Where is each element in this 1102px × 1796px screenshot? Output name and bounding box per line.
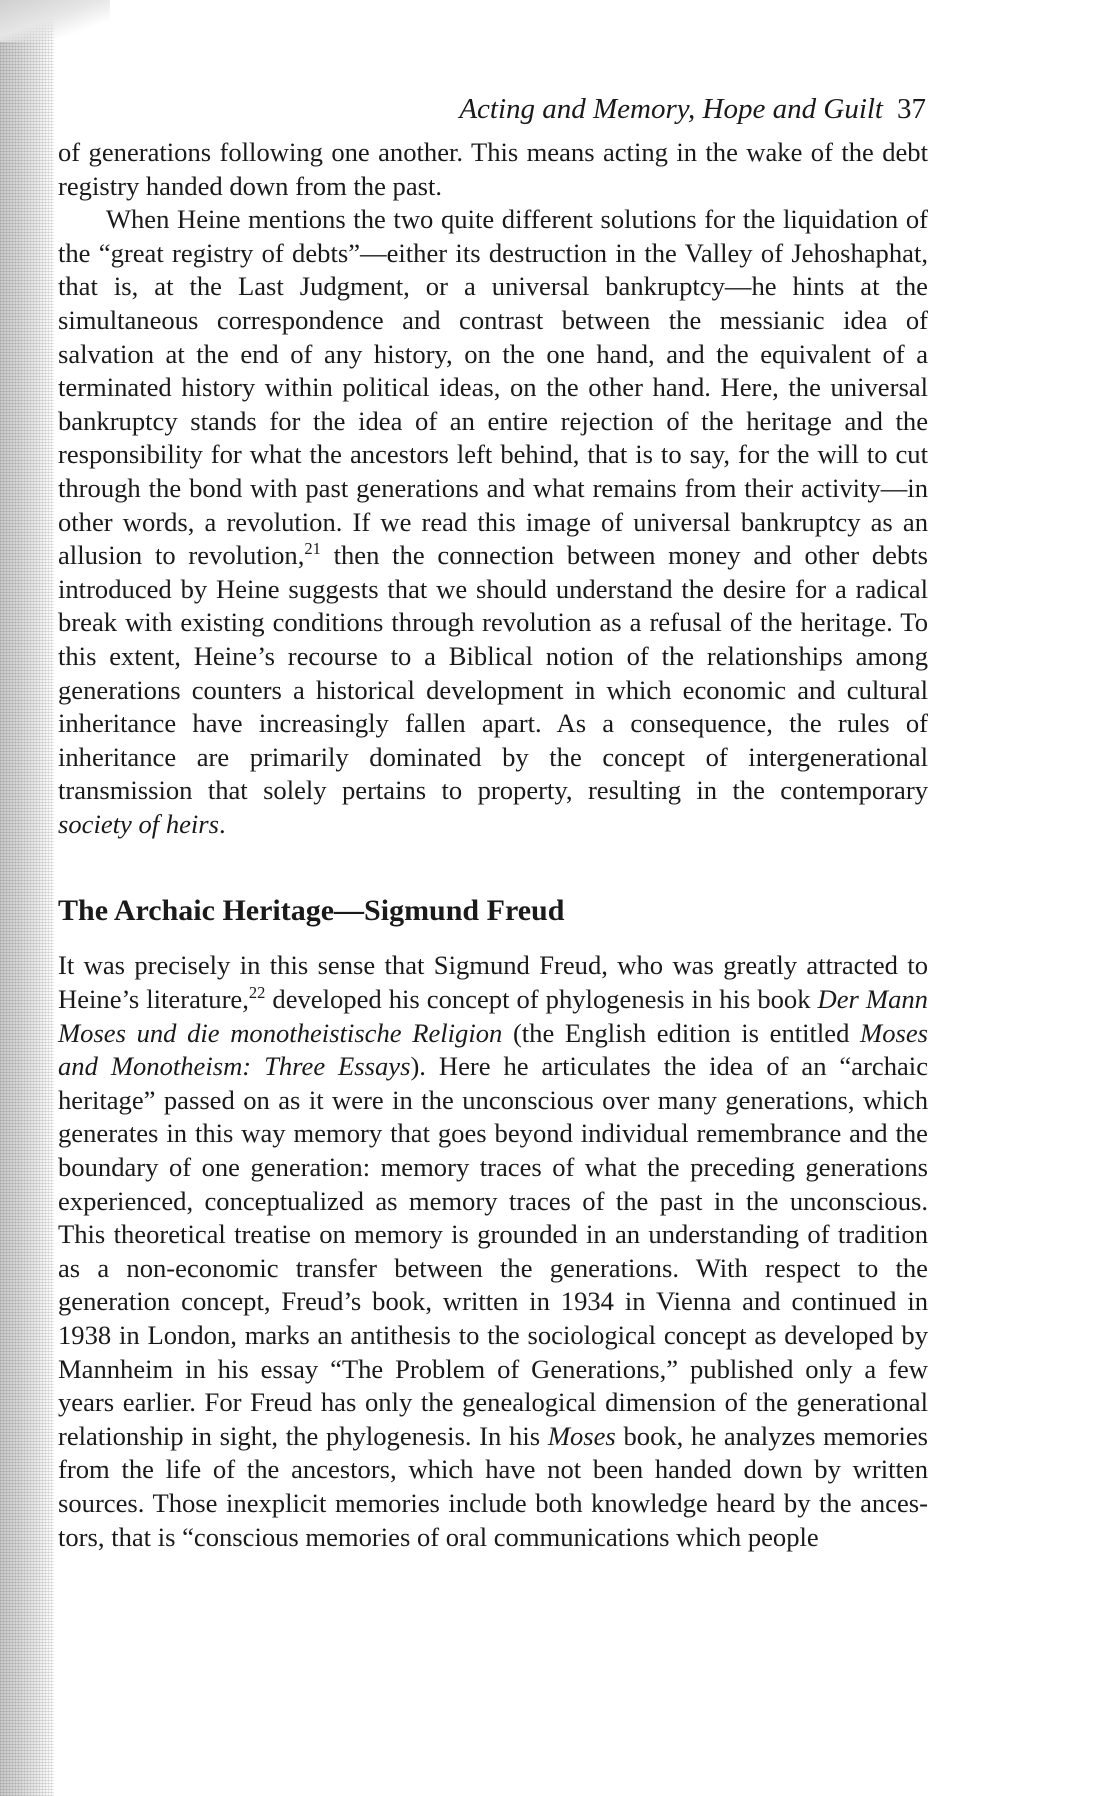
paragraph-freud-text-e: book, he analyzes memories from the life of the ancestors, which have not been handed down by written sources. Those inexplicit memories include both knowledge heard by the ancestors, that is “conscious memories of oral communications which people — [58, 1420, 928, 1552]
footnote-ref-21: 21 — [304, 538, 321, 558]
paragraph-continuation: of generations following one another. This means acting in the wake of the debt registry handed down from the past. — [58, 137, 928, 201]
page-number: 37 — [897, 93, 926, 125]
paragraph-freud-text-b: developed his concept of phylogenesis in his book — [265, 984, 818, 1015]
running-head-title: Acting and Memory, Hope and Guilt — [459, 93, 883, 125]
running-head — [58, 92, 928, 126]
book-page — [58, 92, 928, 1554]
paragraph-freud-text-a: It was precisely in this sense that Sigmund Freud, who was greatly attracted to Heine’s literature, — [58, 950, 928, 1015]
section-heading: The Archaic Heritage—Sigmund Freud — [58, 894, 565, 928]
italic-title-german: Der Mann Moses und die monotheistische Religion — [58, 984, 928, 1048]
scan-shadow-edge — [0, 0, 54, 1796]
italic-moses: Moses — [547, 1420, 616, 1451]
paragraph-freud — [58, 949, 928, 1554]
paragraph-heine-text-a: When Heine mentions the two quite different solutions for the liquidation of the “great registry of debts”—either its destruction in the Valley of Jehoshaphat, that is, at the Last Judgment, or a universal bankruptcy—he hints at the simultaneous correspondence and contrast between the messianic idea of salvation at the end of any history, on the one hand, and the equivalent of a terminated history within political ideas, on the other hand. Here, the universal bankruptcy stands for the idea of an entire rejection of the heritage and the responsibility for what the ancestors left behind, that is to say, for the will to cut through the bond with past generations and what remains from their activity—in other words, a revolution. If we read this image of universal bankruptcy as an allusion to revolution, — [58, 204, 928, 571]
italic-society-of-heirs: society of heirs — [58, 808, 220, 839]
scan-corner-shadow — [0, 0, 110, 42]
italic-title-english: Moses and Monotheism: Three Essays — [58, 1017, 928, 1082]
footnote-ref-22: 22 — [248, 982, 266, 1002]
paragraph-heine-text-end: . — [219, 808, 226, 839]
paragraph-heine — [58, 203, 928, 841]
paragraph-freud-text-c: (the English edition is entitled — [502, 1017, 861, 1048]
paragraph-heine-text-b: then the connection between money and other debts introduced by Heine suggests that we should understand the desire for a radical break with existing conditions through revolution as a refusal of the heritage. To this extent, Heine’s recourse to a Biblical notion of the relationships among generations counters a historical development in which economic and cultural inheritance have increasingly fallen apart. As a consequence, the rules of inheritance are primarily dominated by the concept of intergenerational transmission that solely pertains to property, resulting in the contemporary — [58, 540, 928, 806]
paragraph-freud-text-d: ). Here he articulates the idea of an “archaic heritage” passed on as it were in the unconscious over many generations, which generates in this way memory that goes beyond individual remembrance and the boundary of one generation: memory traces of what the preceding generations experienced, conceptualized as memory traces of the past in the unconscious. This theoretical treatise on memory is grounded in an understanding of tradition as a non-economic transfer between the generations. With respect to the generation concept, Freud’s book, written in 1934 in Vienna and continued in 1938 in London, marks an antithesis to the sociological concept as developed by Mannheim in his essay “The Problem of Generations,” published only a few years earlier. For Freud has only the genealogical dimension of the generational relationship in sight, the phylogenesis. In his — [58, 1051, 928, 1451]
